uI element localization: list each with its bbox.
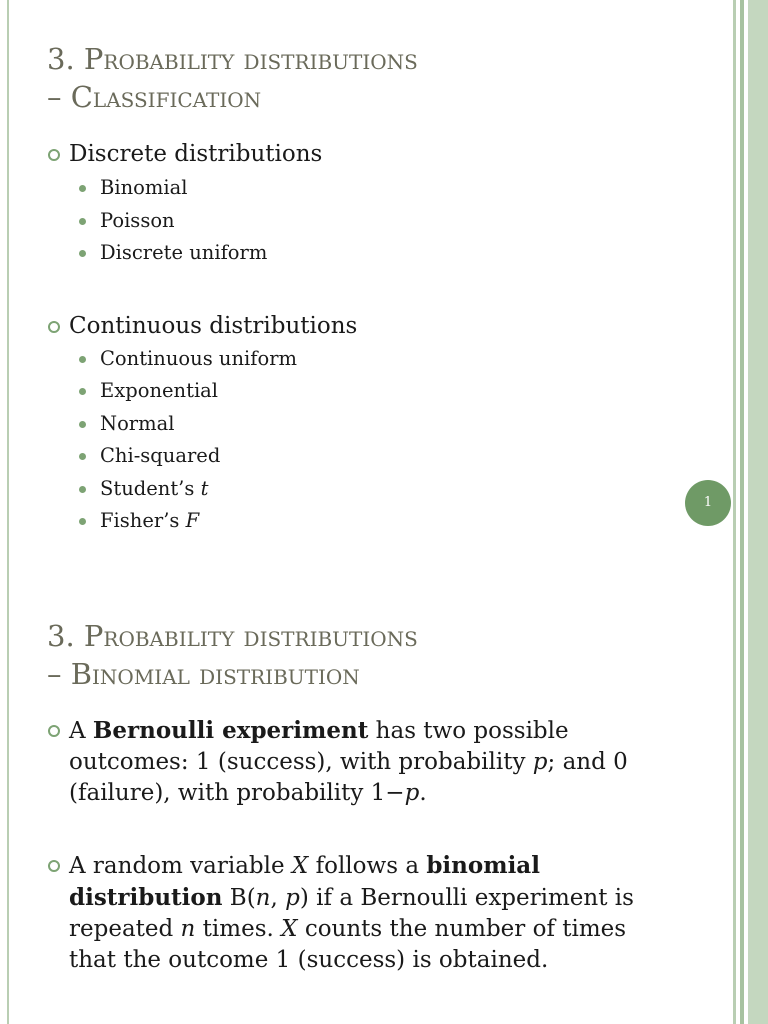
dot-bullet-icon bbox=[79, 185, 86, 192]
dot-bullet-icon bbox=[79, 388, 86, 395]
dot-bullet-icon bbox=[79, 356, 86, 363]
item-label: Fisher’s bbox=[100, 509, 186, 532]
text-run: times. bbox=[195, 916, 282, 942]
text-run: follows a bbox=[308, 853, 427, 879]
italic-symbol: n bbox=[180, 916, 196, 942]
slide-binomial bbox=[0, 590, 733, 1024]
dot-bullet-icon bbox=[79, 518, 86, 525]
title-line-2: – Binomial distribution bbox=[47, 657, 360, 691]
title-line-2: – Classification bbox=[47, 80, 262, 114]
italic-symbol: p bbox=[404, 780, 420, 806]
bold-term: binomial distribution bbox=[69, 852, 540, 911]
list-item bbox=[100, 411, 174, 437]
page-number-badge: 1 bbox=[685, 480, 731, 526]
ring-bullet-icon bbox=[48, 321, 60, 333]
item-label: Chi-squared bbox=[100, 444, 221, 467]
text-run: . bbox=[419, 780, 427, 806]
bullet-continuous bbox=[69, 311, 357, 342]
list-item bbox=[100, 508, 199, 534]
item-label: Student’s bbox=[100, 477, 201, 500]
text-run: A random variable bbox=[69, 853, 292, 879]
item-label: Normal bbox=[100, 412, 175, 435]
item-label: Binomial bbox=[100, 176, 188, 199]
italic-symbol: F bbox=[185, 509, 200, 532]
dot-bullet-icon bbox=[79, 453, 86, 460]
text-run: has two possible outcomes: 1 (success), with probability bbox=[69, 718, 569, 775]
title-line-1: 3. Probability distributions bbox=[47, 619, 418, 653]
title-line-1: 3. Probability distributions bbox=[47, 42, 418, 76]
ring-bullet-icon bbox=[48, 149, 60, 161]
bullet-discrete bbox=[69, 139, 322, 170]
item-label: Discrete uniform bbox=[100, 241, 268, 264]
dot-bullet-icon bbox=[79, 421, 86, 428]
text-run: ) if a Bernoulli experiment is repeated bbox=[69, 885, 634, 942]
italic-symbol: X bbox=[291, 853, 309, 879]
list-item bbox=[100, 175, 187, 201]
italic-symbol: p bbox=[532, 749, 548, 775]
bold-term: Bernoulli experiment bbox=[92, 717, 369, 744]
bullet-label: Discrete distributions bbox=[69, 141, 323, 167]
italic-symbol: n bbox=[255, 885, 271, 911]
text-run: ; and 0 (failure), with probability 1− bbox=[69, 749, 628, 806]
list-item bbox=[100, 443, 220, 469]
slide-title bbox=[47, 617, 418, 693]
list-item bbox=[100, 476, 208, 502]
ring-bullet-icon bbox=[48, 860, 60, 872]
text-run: B( bbox=[222, 885, 256, 911]
list-item bbox=[100, 378, 218, 404]
bullet-binomial bbox=[69, 850, 669, 976]
item-label: Poisson bbox=[100, 209, 175, 232]
slide-title bbox=[47, 40, 418, 116]
italic-symbol: t bbox=[200, 477, 209, 500]
bullet-bernoulli bbox=[69, 715, 669, 809]
item-label: Exponential bbox=[100, 379, 219, 402]
list-item bbox=[100, 208, 175, 234]
bullet-label: Continuous distributions bbox=[69, 313, 358, 339]
right-border-line bbox=[733, 0, 736, 1024]
list-item bbox=[100, 346, 297, 372]
dot-bullet-icon bbox=[79, 486, 86, 493]
italic-symbol: p bbox=[285, 885, 300, 911]
text-run: , bbox=[270, 885, 286, 911]
italic-symbol: X bbox=[281, 916, 298, 942]
list-item bbox=[100, 240, 267, 266]
dot-bullet-icon bbox=[79, 218, 86, 225]
text-run: A bbox=[69, 718, 93, 744]
text-run: counts the number of times that the outcome 1 (success) is obtained. bbox=[69, 916, 627, 973]
right-border-line-2 bbox=[740, 0, 744, 1024]
dot-bullet-icon bbox=[79, 250, 86, 257]
ring-bullet-icon bbox=[48, 725, 60, 737]
item-label: Continuous uniform bbox=[100, 347, 298, 370]
right-border-band bbox=[748, 0, 768, 1024]
